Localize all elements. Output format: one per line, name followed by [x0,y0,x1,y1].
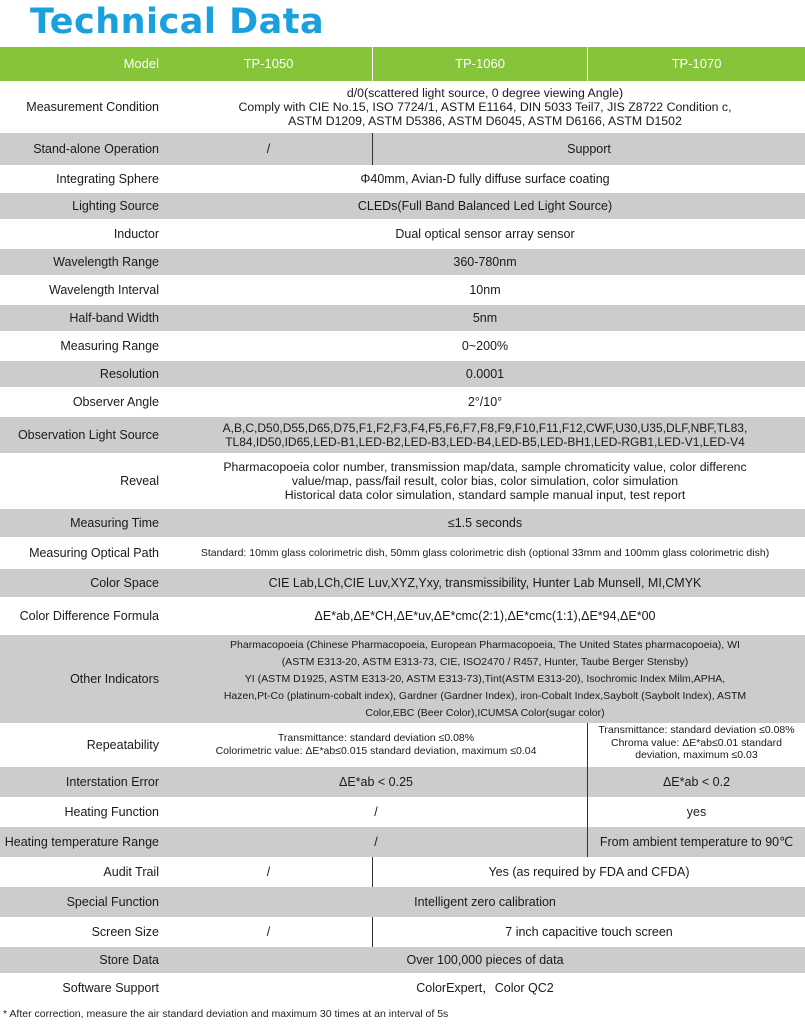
value-interstation-left: ΔE*ab < 0.25 [338,775,414,789]
value-observation-light: A,B,C,D50,D55,D65,D75,F1,F2,F3,F4,F5,F6,F7,F8,F9,F10,F11,F12,CWF,U30,U35,DLF,NBF,TL83, TL84,ID50,ID65,LED-B1,LED-B2,LED-B3,LED-B4,LED-B5,LED-BH1,LED-RGB1,LED-V1,LED-V4 [222,421,748,449]
row-heating-range [0,827,805,857]
value-other-indicators: Pharmacopoeia (Chinese Pharmacopoeia, European Pharmacopoeia, The United States pharmacopoeia), WI (ASTM E313-20, ASTM E313-73, CIE, ISO2470 / R457, Hunter, Taube Berger Stensby) YI (ASTM D1925, ASTM E313-20, ASTM E313-73),Tint(ASTM E313-20), Isochromic Index Milm,APHA, Hazen,Pt-Co (platinum-cobalt index), Gardner (Gardner Index), iron-Cobalt Index,Saybolt (Saybolt Index), ASTM Color,EBC (Beer Color),ICUMSA Color(sugar color) [223,638,747,719]
value-reveal: Pharmacopoeia color number, transmission map/data, sample chromaticity value, color differenc value/map, pass/fail result, color bias, color simulation, color simulation Historical data color simulation, standard sample manual input, test report [223,460,747,502]
row-color-difference [0,597,805,635]
value-heating-range-left: / [374,835,378,849]
row-screen-size [0,917,805,947]
value-wavelength-interval: 10nm [469,283,501,297]
value-repeatability-right: Transmittance: standard deviation ≤0.08% Chroma value: ΔE*ab≤0.01 standard deviation, maximum ≤0.03 [587,723,805,767]
value-color-difference: ΔE*ab,ΔE*CH,ΔE*uv,ΔE*cmc(2:1),ΔE*cmc(1:1),ΔE*94,ΔE*00 [314,609,656,623]
value-inductor: Dual optical sensor array sensor [395,227,575,241]
row-measuring-time [0,509,805,537]
label-half-band: Half-band Width [69,311,159,325]
label-heating-range: Heating temperature Range [4,835,159,849]
row-half-band [0,305,805,331]
row-software [0,973,805,1003]
row-repeatability [0,723,805,767]
value-observer-angle: 2°/10° [467,395,503,409]
value-wavelength-range: 360-780nm [453,255,517,269]
value-software: ColorExpert，Color QC2 [416,981,554,995]
label-wavelength-range: Wavelength Range [53,255,159,269]
label-inductor: Inductor [113,227,159,241]
label-integrating-sphere: Integrating Sphere [56,172,159,186]
value-screen-size-rest: 7 inch capacitive touch screen [372,917,805,947]
label-lighting-source: Lighting Source [72,199,159,213]
label-interstation: Interstation Error [65,775,159,789]
value-heating-range-right: From ambient temperature to 90℃ [587,827,805,857]
label-screen-size: Screen Size [91,925,159,939]
label-store-data: Store Data [99,953,159,967]
label-observer-angle: Observer Angle [72,395,159,409]
value-resolution: 0.0001 [465,367,505,381]
row-store-data [0,947,805,973]
value-repeatability-left: Transmittance: standard deviation ≤0.08% Colorimetric value: ΔE*ab≤0.015 standard deviation, maximum ≤0.04 [215,732,537,757]
label-repeatability: Repeatability [86,738,159,752]
row-observer-angle [0,387,805,417]
row-measurement-condition [0,81,805,133]
value-audit-trail-rest: Yes (as required by FDA and CFDA) [372,857,805,887]
row-optical-path [0,537,805,569]
label-color-space: Color Space [90,576,159,590]
label-special-function: Special Function [66,895,159,909]
value-store-data: Over 100,000 pieces of data [406,953,564,967]
value-integrating-sphere: Φ40mm, Avian-D fully diffuse surface coating [360,172,610,186]
label-wavelength-interval: Wavelength Interval [48,283,159,297]
value-lighting-source: CLEDs(Full Band Balanced Led Light Source) [357,199,613,213]
model-tp1060: TP-1060 [372,47,587,81]
page-title: Technical Data [30,2,325,42]
spec-table [0,47,805,1003]
value-audit-trail-tp1050: / [266,865,271,879]
model-tp1050: TP-1050 [243,56,294,71]
row-wavelength-interval [0,275,805,305]
model-tp1070: TP-1070 [587,47,805,81]
row-measuring-range [0,331,805,361]
label-audit-trail: Audit Trail [103,865,159,879]
row-audit-trail [0,857,805,887]
row-special-function [0,887,805,917]
value-interstation-right: ΔE*ab < 0.2 [587,767,805,797]
label-observation-light: Observation Light Source [17,428,159,442]
value-standalone-tp1050: / [266,142,271,156]
value-heating-left: / [374,805,378,819]
label-standalone: Stand-alone Operation [33,142,159,156]
value-special-function: Intelligent zero calibration [414,895,556,909]
row-observation-light [0,417,805,453]
row-integrating-sphere [0,165,805,193]
label-resolution: Resolution [99,367,159,381]
value-measurement-condition: d/0(scattered light source, 0 degree viewing Angle) Comply with CIE No.15, ISO 7724/1, ASTM E1164, DIN 5033 Teil7, JIS Z8722 Condition c, ASTM D1209, ASTM D5386, ASTM D6045, ASTM D6166, ASTM D1502 [238,86,732,128]
value-half-band: 5nm [472,311,498,325]
label-reveal: Reveal [120,474,159,488]
row-standalone [0,133,805,165]
row-lighting-source [0,193,805,219]
value-color-space: CIE Lab,LCh,CIE Luv,XYZ,Yxy, transmissibility, Hunter Lab Munsell, MI,CMYK [268,576,702,590]
row-color-space [0,569,805,597]
label-measuring-time: Measuring Time [70,516,159,530]
label-heating: Heating Function [64,805,159,819]
value-optical-path: Standard: 10mm glass colorimetric dish, 50mm glass colorimetric dish (optional 33mm and 100mm glass colorimetric dish) [200,546,770,559]
row-other-indicators [0,635,805,723]
value-measuring-range: 0~200% [461,339,509,353]
model-label: Model [123,56,159,71]
footnote: * After correction, measure the air standard deviation and maximum 30 times at an interval of 5s [3,1008,449,1020]
value-heating-right: yes [587,797,805,827]
row-inductor [0,219,805,249]
row-heating [0,797,805,827]
label-measuring-range: Measuring Range [60,339,159,353]
label-software: Software Support [62,981,159,995]
table-header-row [0,47,805,81]
label-optical-path: Measuring Optical Path [29,546,159,560]
row-reveal [0,453,805,509]
row-wavelength-range [0,249,805,275]
row-interstation [0,767,805,797]
value-measuring-time: ≤1.5 seconds [447,516,523,530]
label-other-indicators: Other Indicators [70,672,159,686]
value-screen-size-tp1050: / [266,925,271,939]
label-color-difference: Color Difference Formula [19,609,159,623]
value-standalone-rest: Support [372,133,805,165]
label-measurement-condition: Measurement Condition [26,100,159,114]
row-resolution [0,361,805,387]
